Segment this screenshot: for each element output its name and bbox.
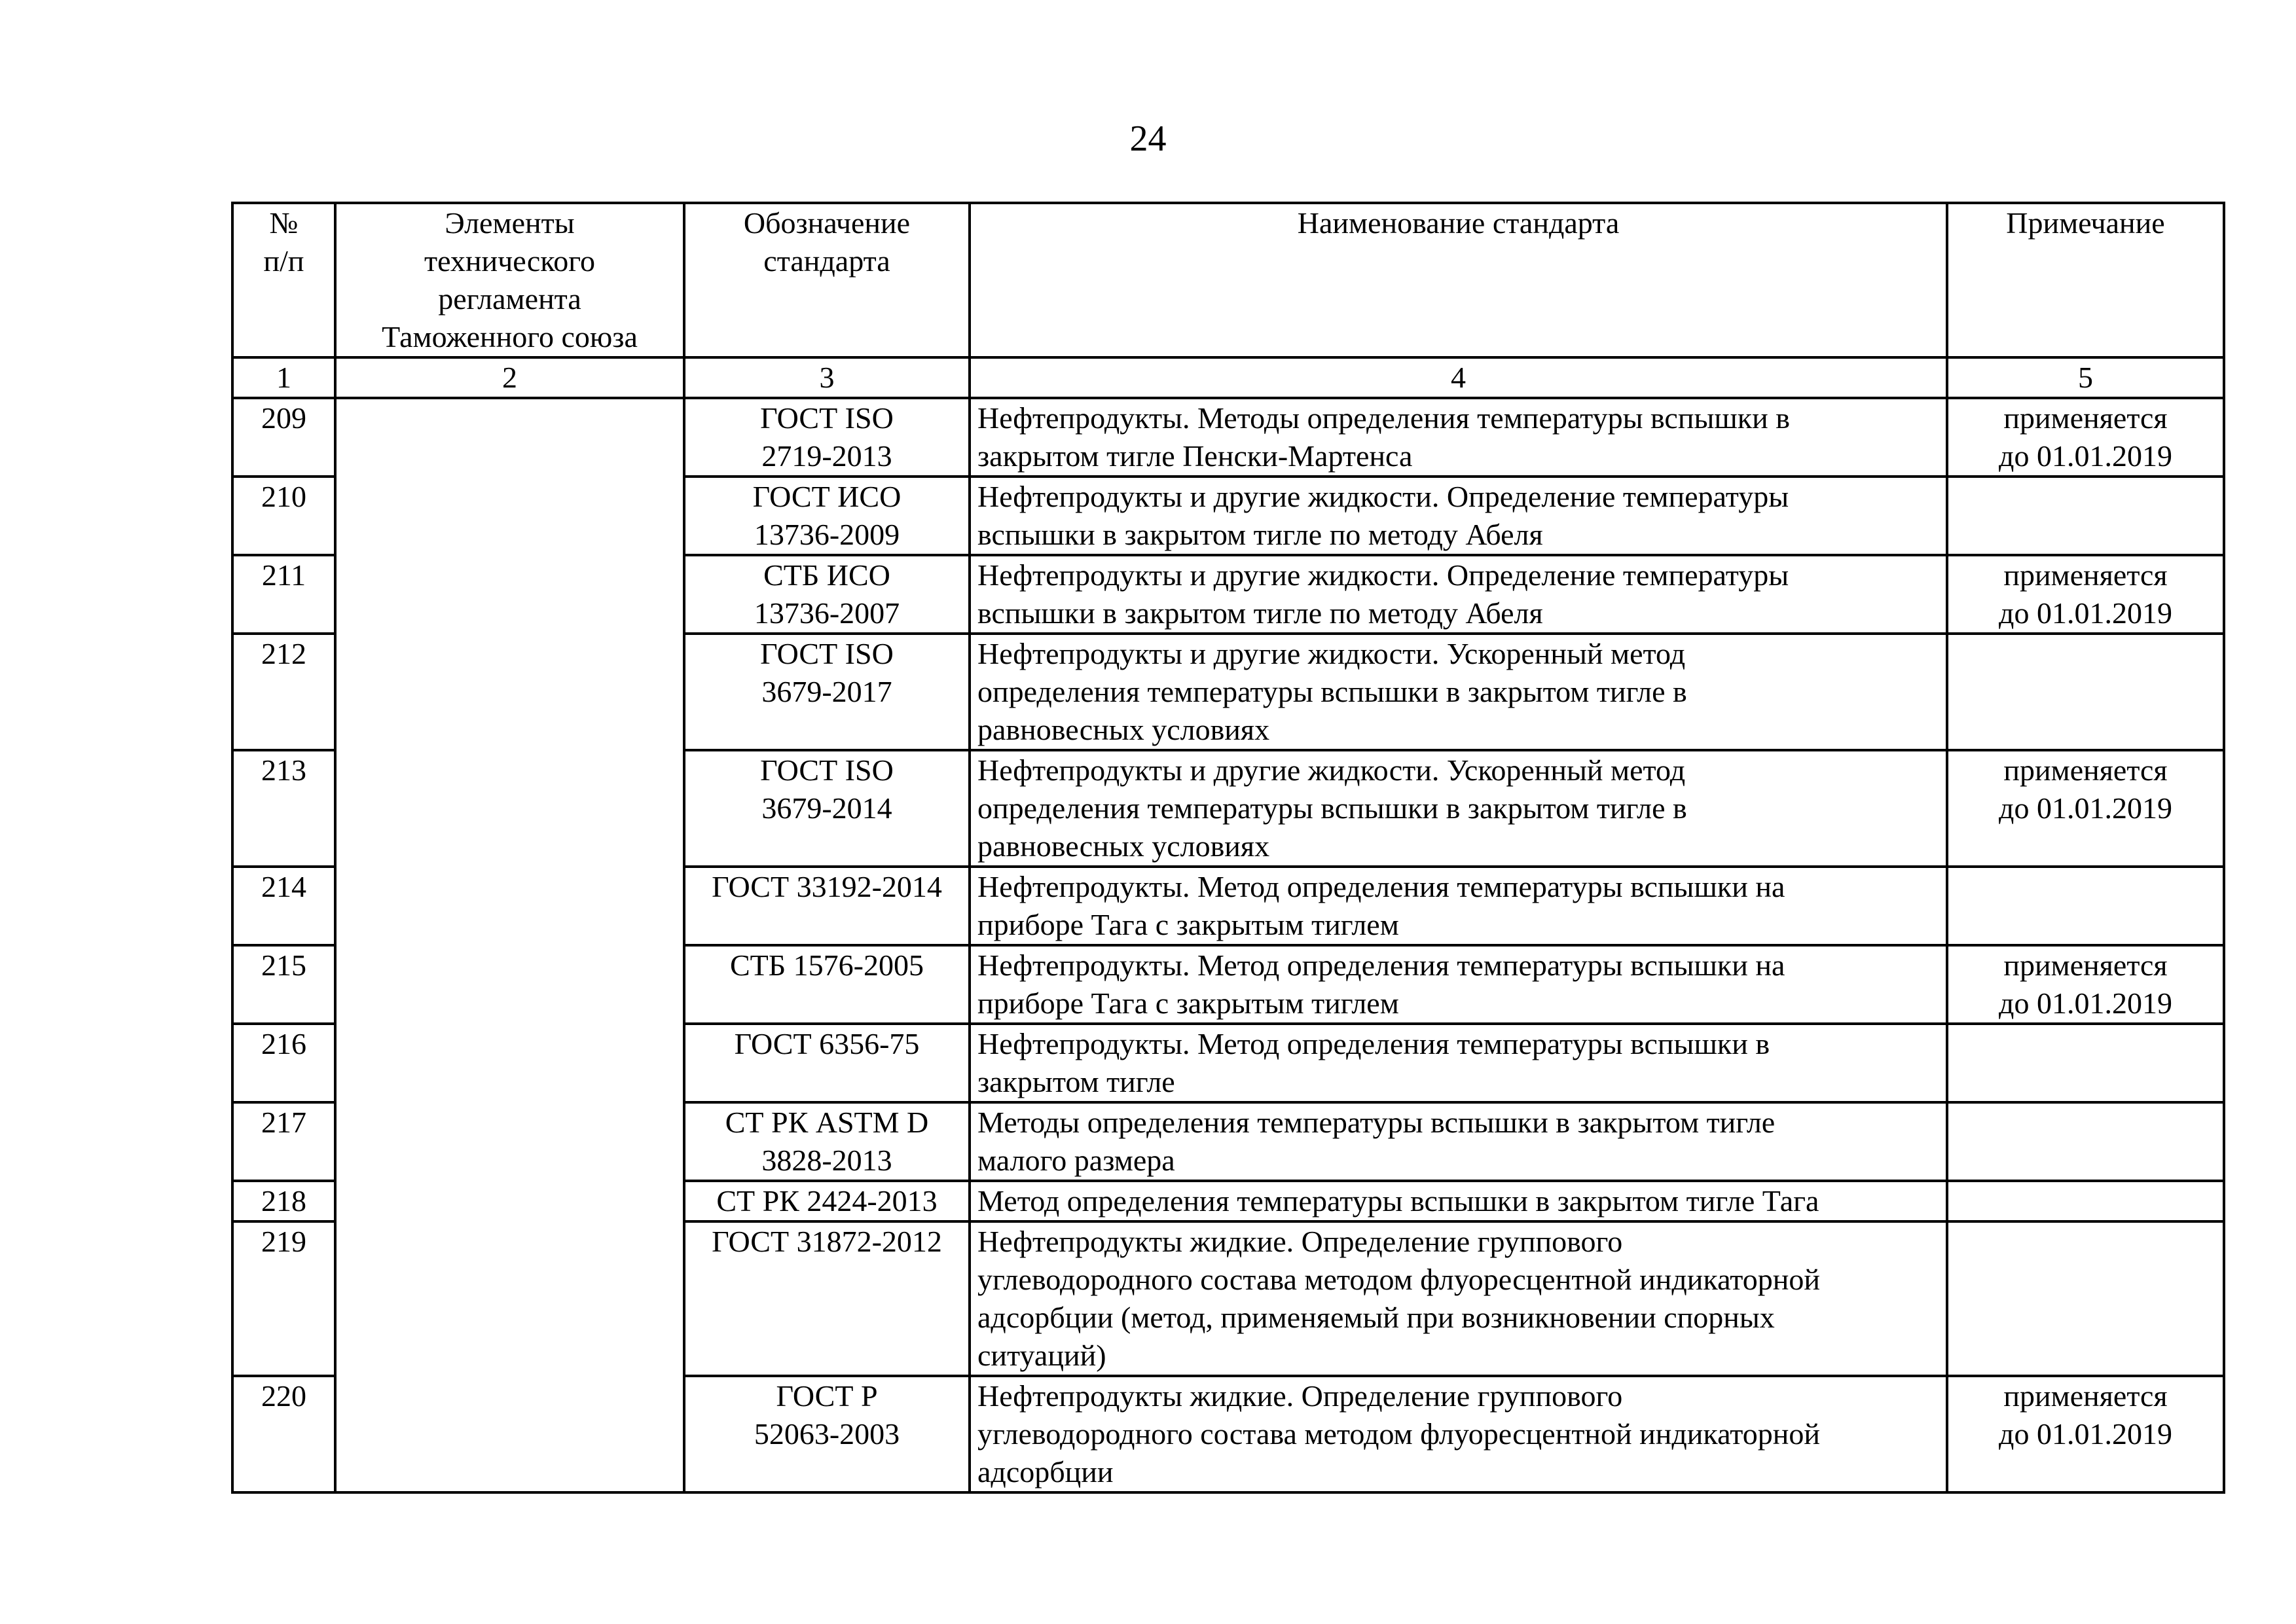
row-number: 217 [232, 1102, 335, 1181]
column-number: 2 [335, 357, 684, 398]
text-line: до 01.01.2019 [1999, 439, 2172, 473]
text-line: закрытом тигле [977, 1065, 1175, 1098]
text-line: применяется [2003, 558, 2168, 592]
text-line: Метод определения температуры вспышки в закрытом тигле Тага [977, 1184, 1819, 1218]
text-line: Элементы [445, 206, 575, 240]
text-line: Обозначение [743, 206, 911, 240]
text-line: 3828-2013 [761, 1144, 892, 1177]
text-line: СТБ 1576-2005 [729, 948, 924, 982]
text-line: углеводородного состава методом флуоресцентной индикаторной [977, 1417, 1821, 1451]
designation-cell [684, 398, 970, 477]
column-number: 3 [684, 357, 970, 398]
text-line: 2719-2013 [761, 439, 892, 473]
text-line: до 01.01.2019 [1999, 791, 2172, 825]
standard-name-cell [970, 1181, 1947, 1221]
text-line: приборе Тага с закрытым тиглем [977, 986, 1399, 1020]
standard-name-cell [970, 398, 1947, 477]
row-number: 212 [232, 634, 335, 750]
designation-cell [684, 1102, 970, 1181]
note-cell [1947, 1024, 2224, 1102]
page-number: 24 [1129, 118, 1167, 159]
text-line: ГОСТ Р [776, 1379, 878, 1413]
text-line: Нефтепродукты и другие жидкости. Ускоренный метод [977, 637, 1686, 670]
text-line: ситуаций) [977, 1339, 1106, 1372]
text-line: определения температуры вспышки в закрытом тигле в [977, 675, 1687, 708]
designation-cell [684, 1221, 970, 1376]
text-line: Нефтепродукты. Метод определения температуры вспышки на [977, 948, 1785, 982]
text-line: приборе Тага с закрытым тиглем [977, 908, 1399, 941]
row-number: 220 [232, 1376, 335, 1492]
text-line: 13736-2009 [754, 518, 900, 551]
text-line: вспышки в закрытом тигле по методу Абеля [977, 596, 1543, 630]
designation-cell [684, 1376, 970, 1492]
header-designation [684, 203, 970, 357]
text-line: малого размера [977, 1144, 1175, 1177]
text-line: ГОСТ ISO [760, 401, 894, 435]
text-line: ГОСТ 6356-75 [734, 1027, 920, 1060]
designation-cell [684, 1024, 970, 1102]
row-number: 210 [232, 477, 335, 555]
column-number: 4 [970, 357, 1947, 398]
text-line: до 01.01.2019 [1999, 596, 2172, 630]
note-cell [1947, 477, 2224, 555]
text-line: углеводородного состава методом флуоресцентной индикаторной [977, 1263, 1821, 1296]
text-line: стандарта [763, 244, 890, 278]
text-line: Нефтепродукты. Метод определения температуры вспышки на [977, 870, 1785, 903]
text-line: Нефтепродукты жидкие. Определение группового [977, 1379, 1623, 1413]
column-number: 5 [1947, 357, 2224, 398]
text-line: Методы определения температуры вспышки в закрытом тигле [977, 1106, 1776, 1139]
standard-name-cell [970, 1024, 1947, 1102]
text-line: 13736-2007 [754, 596, 900, 630]
text-line: ГОСТ ISO [760, 753, 894, 787]
note-cell [1947, 1221, 2224, 1376]
text-line: СТ РК ASTM D [725, 1106, 929, 1139]
text-line: адсорбции (метод, применяемый при возникновении спорных [977, 1301, 1775, 1334]
standard-name-cell [970, 477, 1947, 555]
text-line: ГОСТ ИСО [752, 480, 902, 513]
note-cell [1947, 945, 2224, 1024]
text-line: 52063-2003 [754, 1417, 900, 1451]
table-row [232, 398, 2224, 477]
text-line: СТ РК 2424-2013 [716, 1184, 938, 1218]
designation-cell [684, 867, 970, 945]
header-note [1947, 203, 2224, 357]
header-row [232, 203, 2224, 357]
text-line: ГОСТ 33192-2014 [712, 870, 942, 903]
designation-cell [684, 477, 970, 555]
text-line: Нефтепродукты. Метод определения температуры вспышки в [977, 1027, 1770, 1060]
text-line: Таможенного союза [382, 320, 638, 353]
text-line: применяется [2003, 401, 2168, 435]
text-line: применяется [2003, 753, 2168, 787]
row-number: 211 [232, 555, 335, 634]
row-number: 215 [232, 945, 335, 1024]
text-line: Нефтепродукты и другие жидкости. Определение температуры [977, 558, 1789, 592]
text-line: № [269, 206, 299, 240]
row-number: 218 [232, 1181, 335, 1221]
text-line: технического [424, 244, 595, 278]
text-line: определения температуры вспышки в закрытом тигле в [977, 791, 1687, 825]
note-cell [1947, 555, 2224, 634]
text-line: СТБ ИСО [763, 558, 890, 592]
row-number: 209 [232, 398, 335, 477]
note-cell [1947, 1376, 2224, 1492]
note-cell [1947, 1181, 2224, 1221]
elements-cell [335, 398, 684, 1492]
note-cell [1947, 867, 2224, 945]
text-line: 3679-2014 [761, 791, 892, 825]
standards-table [231, 202, 2225, 1494]
text-line: 3679-2017 [761, 675, 892, 708]
note-cell [1947, 398, 2224, 477]
standard-name-cell [970, 1376, 1947, 1492]
text-line: Наименование стандарта [1297, 206, 1620, 240]
text-line: закрытом тигле Пенски-Мартенса [977, 439, 1413, 473]
row-number: 213 [232, 750, 335, 867]
text-line: Нефтепродукты и другие жидкости. Определение температуры [977, 480, 1789, 513]
text-line: регламента [438, 282, 581, 316]
text-line: до 01.01.2019 [1999, 986, 2172, 1020]
row-number: 216 [232, 1024, 335, 1102]
designation-cell [684, 1181, 970, 1221]
text-line: Примечание [2006, 206, 2165, 240]
text-line: равновесных условиях [977, 829, 1270, 863]
header-name [970, 203, 1947, 357]
standard-name-cell [970, 1221, 1947, 1376]
column-number: 1 [232, 357, 335, 398]
column-number-row [232, 357, 2224, 398]
header-elements [335, 203, 684, 357]
note-cell [1947, 1102, 2224, 1181]
table-body [232, 398, 2224, 1492]
text-line: Нефтепродукты и другие жидкости. Ускоренный метод [977, 753, 1686, 787]
standard-name-cell [970, 634, 1947, 750]
standard-name-cell [970, 555, 1947, 634]
text-line: ГОСТ 31872-2012 [712, 1225, 942, 1258]
text-line: Нефтепродукты жидкие. Определение группового [977, 1225, 1623, 1258]
note-cell [1947, 634, 2224, 750]
designation-cell [684, 634, 970, 750]
text-line: Нефтепродукты. Методы определения температуры вспышки в [977, 401, 1790, 435]
designation-cell [684, 945, 970, 1024]
designation-cell [684, 750, 970, 867]
designation-cell [684, 555, 970, 634]
row-number: 214 [232, 867, 335, 945]
standard-name-cell [970, 1102, 1947, 1181]
text-line: равновесных условиях [977, 713, 1270, 746]
row-number: 219 [232, 1221, 335, 1376]
header-num [232, 203, 335, 357]
text-line: адсорбции [977, 1455, 1114, 1489]
standard-name-cell [970, 750, 1947, 867]
text-line: п/п [263, 244, 304, 278]
text-line: применяется [2003, 1379, 2168, 1413]
standard-name-cell [970, 867, 1947, 945]
text-line: вспышки в закрытом тигле по методу Абеля [977, 518, 1543, 551]
note-cell [1947, 750, 2224, 867]
text-line: применяется [2003, 948, 2168, 982]
text-line: до 01.01.2019 [1999, 1417, 2172, 1451]
standard-name-cell [970, 945, 1947, 1024]
text-line: ГОСТ ISO [760, 637, 894, 670]
